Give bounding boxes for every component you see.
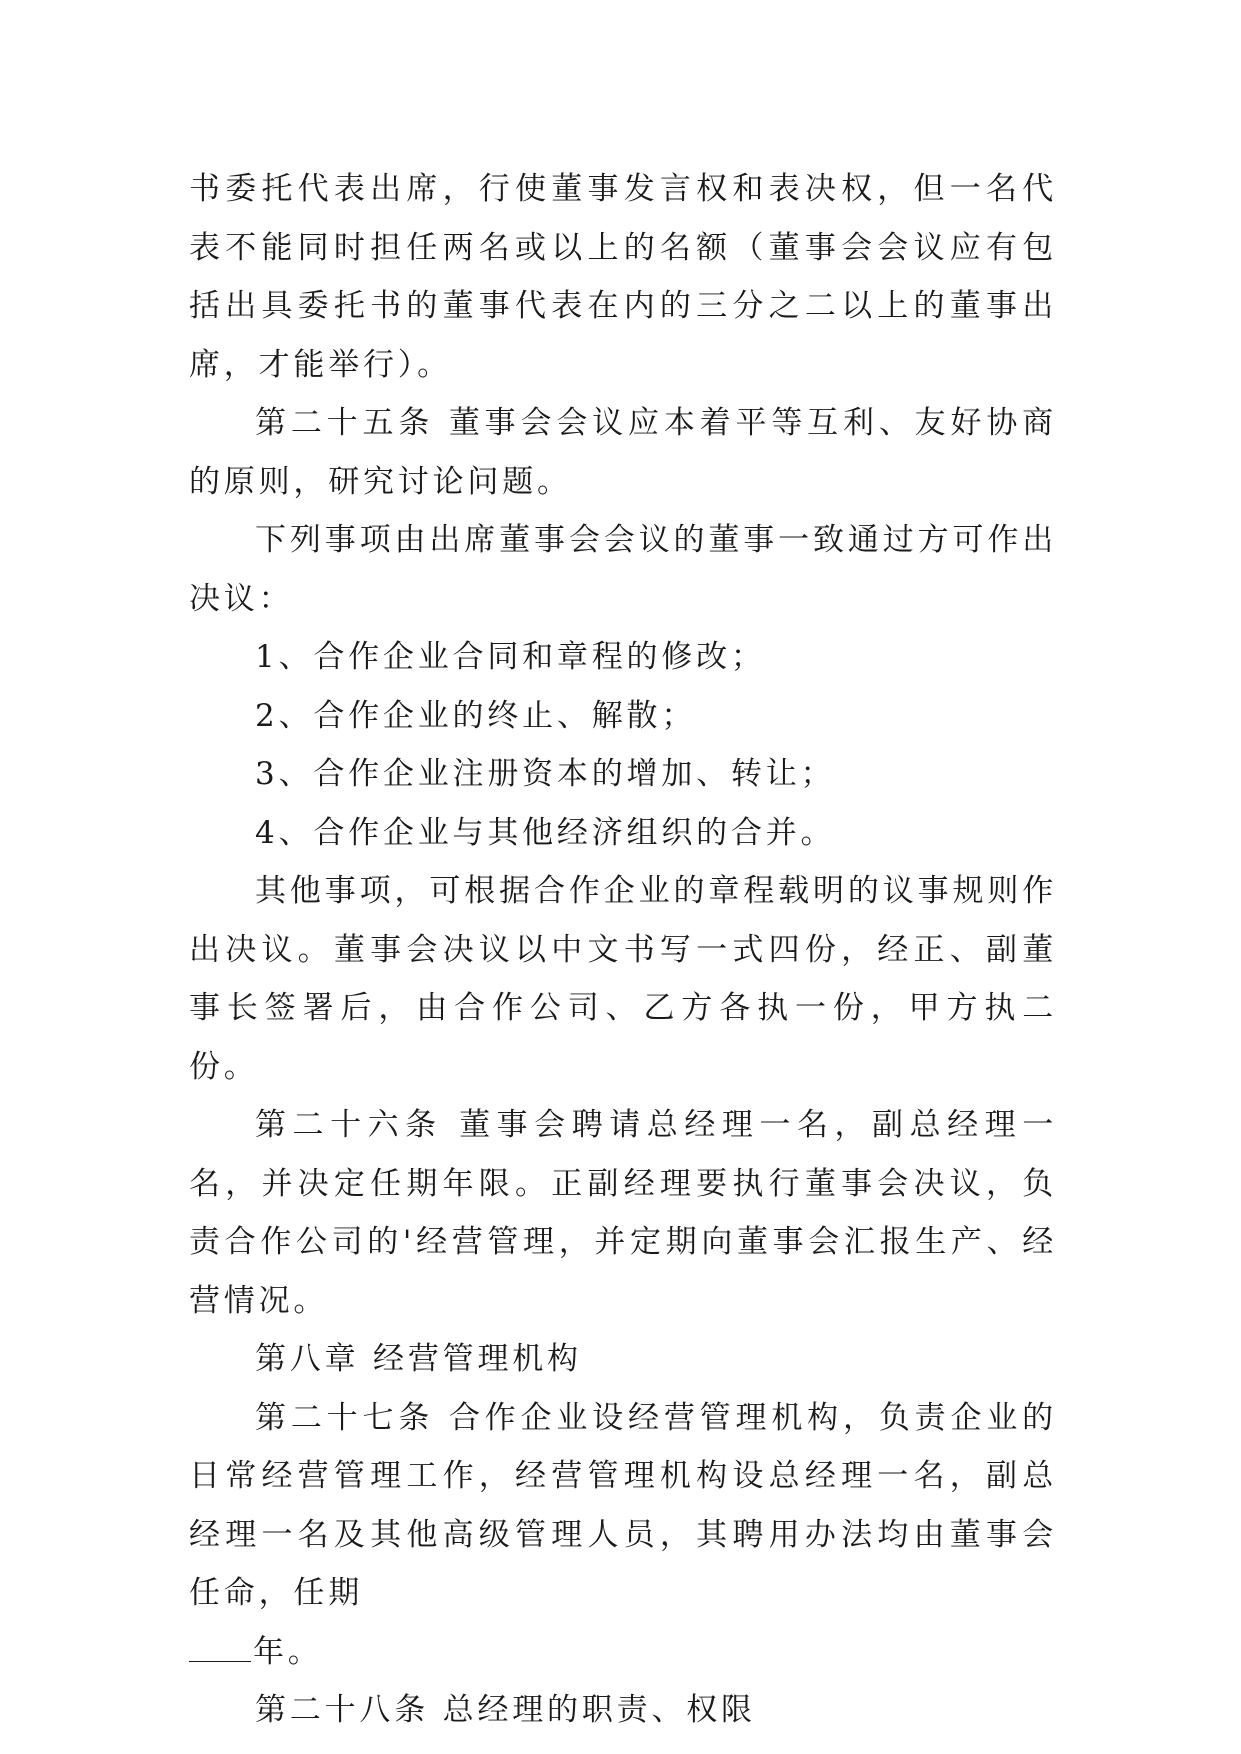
paragraph-term-years — [189, 1623, 1057, 1682]
paragraph-proxy-attendance: 书委托代表出席，行使董事发言权和表决权，但一名代表不能同时担任两名或以上的名额（董事会会议应有包括出具委托书的董事代表在内的三分之二以上的董事出席，才能举行）。 — [189, 171, 1057, 383]
paragraph-article-25: 第二十五条 董事会会议应本着平等互利、友好协商的原则，研究讨论问题。 — [189, 405, 1057, 500]
paragraph-article-28: 第二十八条 总经理的职责、权限 — [255, 1692, 756, 1728]
paragraph-unanimous-matters: 下列事项由出席董事会会议的董事一致通过方可作出决议： — [189, 522, 1057, 617]
paragraph-article-27: 第二十七条 合作企业设经营管理机构，负责企业的日常经营管理工作，经营管理机构设总经理一名，副总经理一名及其他高级管理人员，其聘用办法均由董事会任命，任期 — [189, 1399, 1057, 1611]
blank-fill-line — [189, 1625, 251, 1662]
document-body — [189, 160, 1057, 1740]
list-item-4: 4、合作企业与其他经济组织的合并。 — [255, 814, 836, 851]
list-item-3: 3、合作企业注册资本的增加、转让； — [255, 756, 836, 792]
list-item-2: 2、合作企业的终止、解散； — [255, 697, 697, 734]
term-years-text: 年。 — [253, 1633, 323, 1670]
chapter-8-heading: 第八章 经营管理机构 — [255, 1341, 582, 1377]
paragraph-article-26: 第二十六条 董事会聘请总经理一名，副总经理一名，并决定任期年限。正副经理要执行董事会决议，负责合作公司的'经营管理，并定期向董事会汇报生产、经营情况。 — [189, 1107, 1057, 1319]
paragraph-other-matters: 其他事项，可根据合作企业的章程载明的议事规则作出决议。董事会决议以中文书写一式四份，经正、副董事长签署后，由合作公司、乙方各执一份，甲方执二份。 — [189, 873, 1057, 1085]
list-item-1: 1、合作企业合同和章程的修改； — [255, 639, 766, 675]
